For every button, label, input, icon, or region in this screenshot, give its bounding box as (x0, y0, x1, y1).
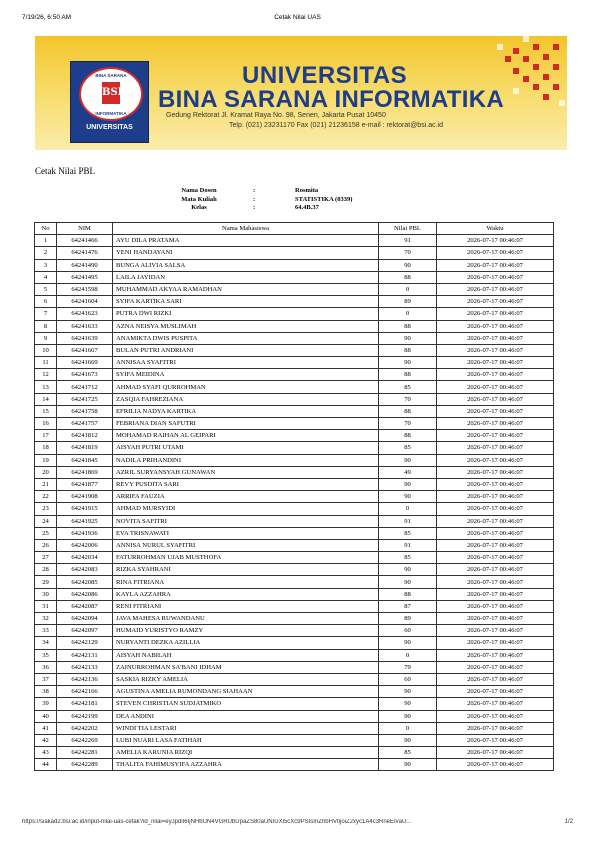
pbl-score-cell: 85 (379, 381, 437, 393)
pbl-score-cell: 85 (379, 527, 437, 539)
table-row (35, 235, 554, 247)
university-contact: Telp. (021) 23231170 Fax (021) 21236158 e-mail : rektorat@bsi.ac.id (229, 122, 443, 129)
student-name-cell: ANAMIKTA DWIS PUSPITA (113, 332, 379, 344)
table-row (35, 491, 554, 503)
timestamp-cell: 2026-07-17 00:46:07 (437, 369, 554, 381)
logo-emblem (79, 67, 143, 121)
timestamp-cell: 2026-07-17 00:46:07 (437, 759, 554, 771)
class-label: Kelas (191, 204, 207, 211)
student-name-cell: MOHAMAD RAIHAN AL GEIPARI (113, 430, 379, 442)
timestamp-cell: 2026-07-17 00:46:07 (437, 600, 554, 612)
nim-cell: 64241758 (57, 405, 113, 417)
student-name-cell: ZASQIA FAHREZIANA (113, 393, 379, 405)
student-name-cell: EFRILIA NADYA KARTIKA (113, 405, 379, 417)
table-body (35, 235, 554, 771)
nim-cell: 64241925 (57, 515, 113, 527)
university-banner (35, 36, 567, 150)
table-row (35, 247, 554, 259)
pbl-score-cell: 0 (379, 503, 437, 515)
student-name-cell: RENI FITRIANI (113, 600, 379, 612)
timestamp-cell: 2026-07-17 00:46:07 (437, 418, 554, 430)
pbl-score-cell: 91 (379, 515, 437, 527)
timestamp-cell: 2026-07-17 00:46:07 (437, 381, 554, 393)
row-number-cell: 23 (35, 503, 57, 515)
lecturer-value: Rosmita (295, 187, 319, 194)
student-name-cell: DEA ANDINI (113, 710, 379, 722)
student-name-cell: PUTRA DWI RIZKI (113, 308, 379, 320)
timestamp-cell: 2026-07-17 00:46:07 (437, 308, 554, 320)
table-row (35, 320, 554, 332)
table-row (35, 734, 554, 746)
timestamp-cell: 2026-07-17 00:46:07 (437, 515, 554, 527)
row-number-cell: 31 (35, 600, 57, 612)
timestamp-cell: 2026-07-17 00:46:07 (437, 466, 554, 478)
table-row (35, 271, 554, 283)
student-name-cell: STEVEN CHRISTIAN SUDJATMIKO (113, 698, 379, 710)
student-name-cell: LAILA JAYIDAN (113, 271, 379, 283)
student-name-cell: FEBRIANA DIAN SAFUTRI (113, 418, 379, 430)
table-row (35, 393, 554, 405)
row-number-cell: 36 (35, 661, 57, 673)
timestamp-cell: 2026-07-17 00:46:07 (437, 527, 554, 539)
row-number-cell: 11 (35, 357, 57, 369)
nim-cell: 64241633 (57, 320, 113, 332)
student-name-cell: ZAINURROHMAN SA'BANI IDHAM (113, 661, 379, 673)
nim-cell: 64242129 (57, 637, 113, 649)
student-name-cell: RIZKA SYAHRANI (113, 564, 379, 576)
row-number-cell: 35 (35, 649, 57, 661)
nim-cell: 64242034 (57, 552, 113, 564)
separator: : (253, 204, 256, 211)
pbl-score-cell: 88 (379, 271, 437, 283)
student-name-cell: AHMAD MURSYIDI (113, 503, 379, 515)
nim-cell: 64242006 (57, 539, 113, 551)
student-name-cell: AZNA NEISYA MUSLIMAH (113, 320, 379, 332)
row-number-cell: 12 (35, 369, 57, 381)
table-row (35, 478, 554, 490)
page-number: 1/2 (564, 819, 573, 825)
timestamp-cell: 2026-07-17 00:46:07 (437, 271, 554, 283)
print-url: https://siakad2.bsi.ac.id/input-nilai-uas-cetak?id_nilai=eyJpdiI6IjNHbUN4VGRUbUpaZS80aUNIUXl5cXc9PSIsInZhbHVlIjoiZ2xyc1A4c3RneEIvaU... (22, 819, 412, 825)
timestamp-cell: 2026-07-17 00:46:07 (437, 235, 554, 247)
table-header-row (35, 223, 554, 235)
pbl-score-cell: 88 (379, 588, 437, 600)
timestamp-cell: 2026-07-17 00:46:07 (437, 247, 554, 259)
pbl-score-cell: 0 (379, 283, 437, 295)
row-number-cell: 17 (35, 430, 57, 442)
row-number-cell: 15 (35, 405, 57, 417)
nim-cell: 64242281 (57, 747, 113, 759)
student-name-cell: WINDI TIA LESTARI (113, 722, 379, 734)
table-row (35, 296, 554, 308)
nim-cell: 64242133 (57, 661, 113, 673)
student-name-cell: AYU DILA PRATAMA (113, 235, 379, 247)
student-name-cell: ANNISA NURUL SYAFITRI (113, 539, 379, 551)
pbl-score-cell: 60 (379, 673, 437, 685)
row-number-cell: 1 (35, 235, 57, 247)
nim-cell: 64242087 (57, 600, 113, 612)
class-value: 64.4B.37 (295, 204, 319, 211)
student-name-cell: REVY PUSDITA SARI (113, 478, 379, 490)
nim-cell: 64242086 (57, 588, 113, 600)
timestamp-cell: 2026-07-17 00:46:07 (437, 747, 554, 759)
row-number-cell: 21 (35, 478, 57, 490)
nim-cell: 64242202 (57, 722, 113, 734)
row-number-cell: 14 (35, 393, 57, 405)
timestamp-cell: 2026-07-17 00:46:07 (437, 478, 554, 490)
nim-cell: 64241598 (57, 283, 113, 295)
nim-cell: 64242269 (57, 734, 113, 746)
pbl-score-cell: 90 (379, 637, 437, 649)
nim-cell: 64241623 (57, 308, 113, 320)
timestamp-cell: 2026-07-17 00:46:07 (437, 454, 554, 466)
table-row (35, 625, 554, 637)
pbl-score-cell: 88 (379, 430, 437, 442)
timestamp-cell: 2026-07-17 00:46:07 (437, 576, 554, 588)
row-number-cell: 25 (35, 527, 57, 539)
row-number-cell: 7 (35, 308, 57, 320)
table-row (35, 588, 554, 600)
pbl-score-cell: 91 (379, 539, 437, 551)
timestamp-cell: 2026-07-17 00:46:07 (437, 710, 554, 722)
nim-cell: 64241669 (57, 357, 113, 369)
pbl-score-cell: 88 (379, 344, 437, 356)
timestamp-cell: 2026-07-17 00:46:07 (437, 442, 554, 454)
nim-cell: 64241712 (57, 381, 113, 393)
table-row (35, 369, 554, 381)
row-number-cell: 39 (35, 698, 57, 710)
row-number-cell: 41 (35, 722, 57, 734)
student-name-cell: NOVITA SAFITRI (113, 515, 379, 527)
nim-cell: 64241908 (57, 491, 113, 503)
student-name-cell: BULAN PUTRI ANDRIANI (113, 344, 379, 356)
row-number-cell: 38 (35, 686, 57, 698)
table-row (35, 698, 554, 710)
timestamp-cell: 2026-07-17 00:46:07 (437, 503, 554, 515)
row-number-cell: 6 (35, 296, 57, 308)
student-name-cell: SYIFA KARTIKA SARI (113, 296, 379, 308)
student-name-cell: NURYANTI DEZKA AZILLIA (113, 637, 379, 649)
timestamp-cell: 2026-07-17 00:46:07 (437, 722, 554, 734)
table-row (35, 600, 554, 612)
nim-cell: 64241812 (57, 430, 113, 442)
student-name-cell: NADILA PRIHANDINI (113, 454, 379, 466)
university-name-line1: UNIVERSITAS (242, 62, 408, 89)
print-datetime: 7/19/26, 6:50 AM (22, 14, 72, 21)
nim-cell: 64241869 (57, 466, 113, 478)
pbl-score-cell: 90 (379, 698, 437, 710)
table-row (35, 564, 554, 576)
separator: : (253, 187, 256, 194)
logo-mark: BSI (102, 82, 120, 104)
table-row (35, 747, 554, 759)
pbl-score-cell: 90 (379, 576, 437, 588)
nim-cell: 64241819 (57, 442, 113, 454)
student-name-cell: MUHAMMAD AKYAA RAMADHAN (113, 283, 379, 295)
table-row (35, 405, 554, 417)
timestamp-cell: 2026-07-17 00:46:07 (437, 430, 554, 442)
timestamp-cell: 2026-07-17 00:46:07 (437, 637, 554, 649)
row-number-cell: 30 (35, 588, 57, 600)
table-row (35, 552, 554, 564)
column-header-name: Nama Mahasiswa (113, 223, 379, 235)
student-name-cell: AISYAH NABILAH (113, 649, 379, 661)
nim-cell: 64241936 (57, 527, 113, 539)
row-number-cell: 40 (35, 710, 57, 722)
row-number-cell: 28 (35, 564, 57, 576)
student-name-cell: FATURROHMAN UJAB MUSTHOFA (113, 552, 379, 564)
row-number-cell: 4 (35, 271, 57, 283)
nim-cell: 64241757 (57, 418, 113, 430)
timestamp-cell: 2026-07-17 00:46:07 (437, 357, 554, 369)
pbl-score-cell: 70 (379, 393, 437, 405)
row-number-cell: 42 (35, 734, 57, 746)
row-number-cell: 16 (35, 418, 57, 430)
pbl-score-cell: 49 (379, 466, 437, 478)
pbl-score-cell: 0 (379, 722, 437, 734)
pbl-score-cell: 0 (379, 649, 437, 661)
timestamp-cell: 2026-07-17 00:46:07 (437, 259, 554, 271)
table-row (35, 673, 554, 685)
student-name-cell: EVA TRISNAWATI (113, 527, 379, 539)
table-row (35, 454, 554, 466)
table-row (35, 649, 554, 661)
table-row (35, 759, 554, 771)
student-name-cell: BUNGA ALIVIA SALSA (113, 259, 379, 271)
nim-cell: 64242181 (57, 698, 113, 710)
table-row (35, 613, 554, 625)
column-header-no: No (35, 223, 57, 235)
student-name-cell: SYIFA MEIDINA (113, 369, 379, 381)
row-number-cell: 8 (35, 320, 57, 332)
pbl-score-cell: 89 (379, 296, 437, 308)
pbl-score-cell: 79 (379, 661, 437, 673)
row-number-cell: 37 (35, 673, 57, 685)
row-number-cell: 3 (35, 259, 57, 271)
table-row (35, 442, 554, 454)
nim-cell: 64242131 (57, 649, 113, 661)
row-number-cell: 33 (35, 625, 57, 637)
table-row (35, 503, 554, 515)
pbl-score-cell: 87 (379, 600, 437, 612)
row-number-cell: 22 (35, 491, 57, 503)
nim-cell: 64242199 (57, 710, 113, 722)
logo-ring-top-text: BINA SARANA (95, 73, 127, 78)
university-logo (70, 61, 149, 143)
student-name-cell: ANNISAA SYAFITRI (113, 357, 379, 369)
student-name-cell: AMELIA KARUNIA RIZQI (113, 747, 379, 759)
nim-cell: 64241639 (57, 332, 113, 344)
nim-cell: 64242083 (57, 564, 113, 576)
row-number-cell: 34 (35, 637, 57, 649)
course-label: Mata Kuliah (181, 195, 217, 203)
pbl-score-cell: 90 (379, 357, 437, 369)
row-number-cell: 26 (35, 539, 57, 551)
student-name-cell: KAYLA AZZAHRA (113, 588, 379, 600)
pbl-score-cell: 85 (379, 442, 437, 454)
table-row (35, 710, 554, 722)
grades-table (34, 222, 554, 771)
timestamp-cell: 2026-07-17 00:46:07 (437, 344, 554, 356)
student-name-cell: LUBI NUARI LASA FATIHAH (113, 734, 379, 746)
table-row (35, 430, 554, 442)
course-value: STATISTIKA (0339) (295, 195, 353, 203)
student-name-cell: AZRIL SURYANSYAH GUNAWAN (113, 466, 379, 478)
timestamp-cell: 2026-07-17 00:46:07 (437, 649, 554, 661)
nim-cell: 64242289 (57, 759, 113, 771)
nim-cell: 64241915 (57, 503, 113, 515)
pbl-score-cell: 90 (379, 686, 437, 698)
row-number-cell: 5 (35, 283, 57, 295)
decorative-squares (477, 36, 567, 150)
table-row (35, 381, 554, 393)
table-row (35, 418, 554, 430)
row-number-cell: 20 (35, 466, 57, 478)
row-number-cell: 43 (35, 747, 57, 759)
table-row (35, 308, 554, 320)
timestamp-cell: 2026-07-17 00:46:07 (437, 491, 554, 503)
table-row (35, 344, 554, 356)
pbl-score-cell: 60 (379, 625, 437, 637)
student-name-cell: AGUSTINA AMELIA RUMONDANG SIAHAAN (113, 686, 379, 698)
nim-cell: 64241495 (57, 271, 113, 283)
pbl-score-cell: 91 (379, 235, 437, 247)
pbl-score-cell: 0 (379, 308, 437, 320)
timestamp-cell: 2026-07-17 00:46:07 (437, 734, 554, 746)
student-name-cell: YENI HANDAYANI (113, 247, 379, 259)
timestamp-cell: 2026-07-17 00:46:07 (437, 625, 554, 637)
pbl-score-cell: 90 (379, 454, 437, 466)
student-name-cell: RINA FITRIANA (113, 576, 379, 588)
pbl-score-cell: 85 (379, 747, 437, 759)
timestamp-cell: 2026-07-17 00:46:07 (437, 673, 554, 685)
pbl-score-cell: 88 (379, 405, 437, 417)
university-name-line2: BINA SARANA INFORMATIKA (158, 86, 504, 113)
column-header-nim: NIM (57, 223, 113, 235)
timestamp-cell: 2026-07-17 00:46:07 (437, 393, 554, 405)
table-row (35, 283, 554, 295)
timestamp-cell: 2026-07-17 00:46:07 (437, 686, 554, 698)
pbl-score-cell: 70 (379, 418, 437, 430)
university-address: Gedung Rektorat Jl. Kramat Raya No. 98, Senen, Jakarta Pusat 10450 (166, 112, 386, 119)
pbl-score-cell: 90 (379, 259, 437, 271)
pbl-score-cell: 90 (379, 332, 437, 344)
row-number-cell: 29 (35, 576, 57, 588)
nim-cell: 64241667 (57, 344, 113, 356)
nim-cell: 64241466 (57, 235, 113, 247)
separator: : (253, 195, 256, 203)
column-header-time: Waktu (437, 223, 554, 235)
timestamp-cell: 2026-07-17 00:46:07 (437, 698, 554, 710)
nim-cell: 64241845 (57, 454, 113, 466)
nim-cell: 64241490 (57, 259, 113, 271)
table-row (35, 515, 554, 527)
row-number-cell: 32 (35, 613, 57, 625)
student-name-cell: THALITA FAHIMUSYIFA AZZAHRA (113, 759, 379, 771)
timestamp-cell: 2026-07-17 00:46:07 (437, 283, 554, 295)
row-number-cell: 19 (35, 454, 57, 466)
column-header-score: Nilai PBL (379, 223, 437, 235)
nim-cell: 64242136 (57, 673, 113, 685)
nim-cell: 64241476 (57, 247, 113, 259)
logo-ring-bottom-text: INFORMATIKA (95, 111, 127, 116)
row-number-cell: 13 (35, 381, 57, 393)
table-row (35, 539, 554, 551)
row-number-cell: 18 (35, 442, 57, 454)
row-number-cell: 24 (35, 515, 57, 527)
lecturer-label: Nama Dosen (181, 187, 217, 194)
pbl-score-cell: 88 (379, 320, 437, 332)
row-number-cell: 44 (35, 759, 57, 771)
pbl-score-cell: 90 (379, 734, 437, 746)
nim-cell: 64241725 (57, 393, 113, 405)
row-number-cell: 2 (35, 247, 57, 259)
timestamp-cell: 2026-07-17 00:46:07 (437, 552, 554, 564)
student-name-cell: AISYAH PUTRI UTAMI (113, 442, 379, 454)
pbl-score-cell: 90 (379, 759, 437, 771)
nim-cell: 64241673 (57, 369, 113, 381)
student-name-cell: ARRIFA FAUZIA (113, 491, 379, 503)
table-row (35, 357, 554, 369)
table-row (35, 527, 554, 539)
pbl-score-cell: 90 (379, 491, 437, 503)
pbl-score-cell: 88 (379, 369, 437, 381)
table-row (35, 576, 554, 588)
student-name-cell: JAVA MAHESA RUWANDANU (113, 613, 379, 625)
timestamp-cell: 2026-07-17 00:46:07 (437, 588, 554, 600)
row-number-cell: 10 (35, 344, 57, 356)
pbl-score-cell: 90 (379, 478, 437, 490)
table-row (35, 637, 554, 649)
timestamp-cell: 2026-07-17 00:46:07 (437, 320, 554, 332)
timestamp-cell: 2026-07-17 00:46:07 (437, 405, 554, 417)
nim-cell: 64241604 (57, 296, 113, 308)
timestamp-cell: 2026-07-17 00:46:07 (437, 564, 554, 576)
nim-cell: 64242166 (57, 686, 113, 698)
nim-cell: 64241877 (57, 478, 113, 490)
pbl-score-cell: 90 (379, 564, 437, 576)
table-row (35, 686, 554, 698)
print-title: Cetak Nilai UAS (274, 14, 321, 21)
pbl-score-cell: 85 (379, 552, 437, 564)
table-row (35, 722, 554, 734)
table-row (35, 332, 554, 344)
pbl-score-cell: 70 (379, 247, 437, 259)
table-row (35, 661, 554, 673)
timestamp-cell: 2026-07-17 00:46:07 (437, 661, 554, 673)
student-name-cell: HUMAID YURISTYO RAMZY (113, 625, 379, 637)
timestamp-cell: 2026-07-17 00:46:07 (437, 332, 554, 344)
row-number-cell: 27 (35, 552, 57, 564)
timestamp-cell: 2026-07-17 00:46:07 (437, 296, 554, 308)
row-number-cell: 9 (35, 332, 57, 344)
nim-cell: 64242094 (57, 613, 113, 625)
student-name-cell: AHMAD SYAFI QURROHMAN (113, 381, 379, 393)
table-row (35, 259, 554, 271)
nim-cell: 64242085 (57, 576, 113, 588)
timestamp-cell: 2026-07-17 00:46:07 (437, 539, 554, 551)
table-row (35, 466, 554, 478)
student-name-cell: SASKIA RIZKY AMELIA (113, 673, 379, 685)
nim-cell: 64242097 (57, 625, 113, 637)
logo-label: UNIVERSITAS (86, 124, 133, 131)
pbl-score-cell: 90 (379, 710, 437, 722)
print-header (22, 14, 573, 24)
timestamp-cell: 2026-07-17 00:46:07 (437, 613, 554, 625)
page-title: Cetak Nilai PBL (35, 166, 95, 176)
pbl-score-cell: 89 (379, 613, 437, 625)
